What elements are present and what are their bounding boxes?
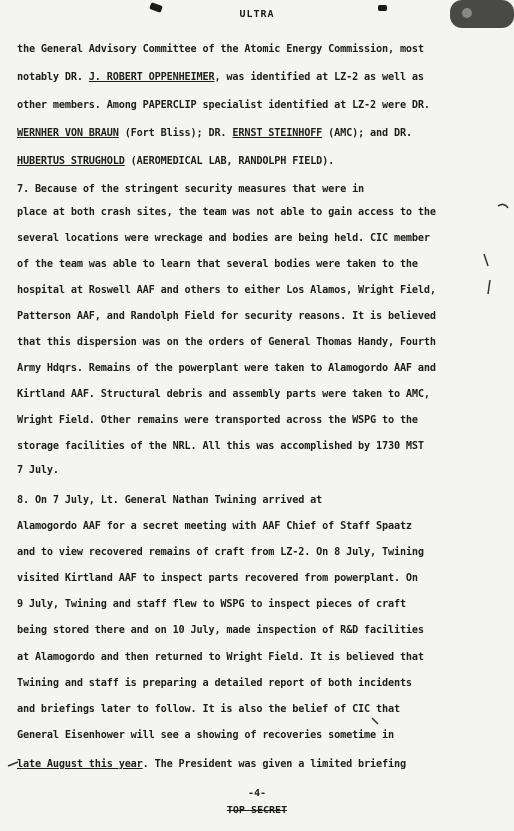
body-text-line: several locations were wreckage and bodies are being held. CIC member — [17, 233, 430, 244]
body-text-line: Kirtland AAF. Structural debris and assembly parts were taken to AMC, — [17, 389, 430, 400]
body-text-line: visited Kirtland AAF to inspect parts recovered from powerplant. On — [17, 573, 418, 584]
classification-header: ULTRA — [239, 9, 275, 20]
body-text-line: WERNHER VON BRAUN (Fort Bliss); DR. ERNST STEINHOFF (AMC); and DR. — [17, 128, 412, 139]
body-text-line: Army Hdqrs. Remains of the powerplant were taken to Alamogordo AAF and — [17, 363, 436, 374]
body-text-line: and briefings later to follow. It is also the belief of CIC that — [17, 704, 400, 715]
body-text-line: that this dispersion was on the orders of General Thomas Handy, Fourth — [17, 337, 436, 348]
body-text-line: late August this year. The President was given a limited briefing — [17, 759, 406, 770]
body-text-line: Wright Field. Other remains were transported across the WSPG to the — [17, 415, 418, 426]
body-text-line: hospital at Roswell AAF and others to either Los Alamos, Wright Field, — [17, 285, 436, 296]
body-text-line: Patterson AAF, and Randolph Field for security reasons. It is believed — [17, 311, 436, 322]
body-text-line: being stored there and on 10 July, made inspection of R&D facilities — [17, 625, 424, 636]
body-text-line: General Eisenhower will see a showing of recoveries sometime in — [17, 730, 394, 741]
body-text-line: notably DR. J. ROBERT OPPENHEIMER, was identified at LZ-2 as well as — [17, 72, 424, 83]
body-text-line: storage facilities of the NRL. All this was accomplished by 1730 MST — [17, 441, 424, 452]
body-text-line: 9 July, Twining and staff flew to WSPG to inspect pieces of craft — [17, 599, 406, 610]
body-text-line: Alamogordo AAF for a secret meeting with AAF Chief of Staff Spaatz — [17, 521, 412, 532]
classification-footer: TOP SECRET — [226, 805, 288, 816]
body-text-line: of the team was able to learn that several bodies were taken to the — [17, 259, 418, 270]
body-text-line: place at both crash sites, the team was not able to gain access to the — [17, 207, 436, 218]
body-text-line: the General Advisory Committee of the Atomic Energy Commission, most — [17, 44, 424, 55]
body-text-line: at Alamogordo and then returned to Wright Field. It is believed that — [17, 652, 424, 663]
body-text-line: other members. Among PAPERCLIP specialist identified at LZ-2 were DR. — [17, 100, 430, 111]
body-text-line: 8. On 7 July, Lt. General Nathan Twining arrived at — [17, 495, 323, 506]
page-number: -4- — [247, 788, 267, 799]
body-text-line: Twining and staff is preparing a detailed report of both incidents — [17, 678, 412, 689]
body-text-line: HUBERTUS STRUGHOLD (AEROMEDICAL LAB, RANDOLPH FIELD). — [17, 156, 335, 167]
body-text-line: and to view recovered remains of craft from LZ-2. On 8 July, Twining — [17, 547, 424, 558]
body-text-line: 7 July. — [17, 465, 59, 476]
body-text-line: 7. Because of the stringent security measures that were in — [17, 184, 365, 195]
